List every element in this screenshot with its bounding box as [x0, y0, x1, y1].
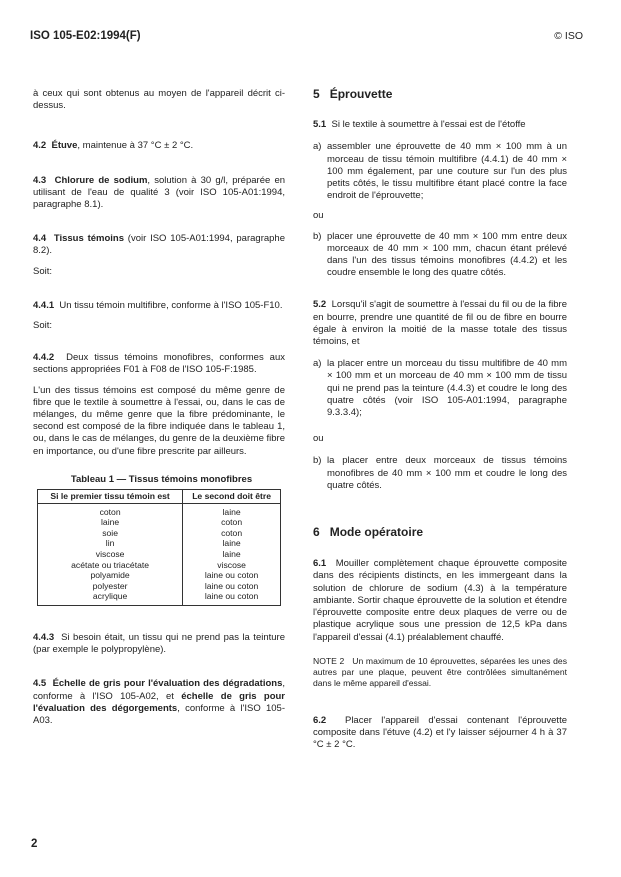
- clause-number: 5.1: [313, 119, 327, 131]
- note-label: NOTE 2: [313, 655, 345, 666]
- table-cell: laine: [183, 538, 281, 549]
- clause-text: Si besoin était, un tissu qui ne prend pas la teinture (par exemple le polypropylène).: [33, 632, 285, 656]
- clause-text: Deux tissus témoins monofibres, conformes aux sections appropriées F01 à F08 de l'ISO 105-F:1985.: [33, 352, 285, 376]
- list-text: la placer entre deux morceaux de tissus témoins monofibres de 40 mm × 100 mm et coudre le long des quatre côtés.: [327, 455, 567, 491]
- table-row: [38, 581, 281, 592]
- list-item: [313, 141, 567, 202]
- clause-title: Chlorure de sodium: [54, 174, 148, 186]
- table-title: Tableau 1 — Tissus témoins monofibres: [70, 473, 253, 485]
- ou-label: ou: [313, 210, 324, 222]
- table-cell: coton: [183, 517, 281, 528]
- clause-text: Placer l'appareil d'essai contenant l'éprouvette composite dans l'étuve (4.2) et l'y laisser séjourner 4 h à 37 °C ± 2 °C.: [313, 714, 567, 751]
- list-label: a): [313, 141, 322, 153]
- table-cell: laine: [183, 503, 281, 517]
- table-cell: laine ou coton: [183, 591, 281, 605]
- clause-number: 4.4.2: [33, 352, 55, 364]
- clause-text: (voir ISO 105-A01:1994, paragraphe 8.2).: [33, 233, 285, 257]
- table-header-first: Si le premier tissu témoin est: [38, 490, 183, 504]
- clause-5-2: [313, 299, 567, 348]
- table-row: [38, 528, 281, 539]
- clause-text: Mouiller complètement chaque éprouvette composite dans des récipients distincts, en les immergeant dans la solution de chlorure de sodium (4.3) à la température ambiante. Sortir chaque éprouvette de la solution et étendre l'éprouvette composite entre deux plaques de verre ou de plastique acrylique sous une pression de 12,5 kPa dans l'appareil d'essai (4.1) préalablement chauffé.: [313, 558, 567, 643]
- table-cell: polyester: [38, 581, 183, 592]
- table-cell: acrylique: [38, 591, 183, 605]
- clause-4-4-3: [33, 632, 285, 656]
- clause-6-1: [313, 558, 567, 643]
- clause-title: Tissus témoins: [53, 233, 124, 245]
- note-text: Un maximum de 10 éprouvettes, séparées les unes des autres par une plaque, peuvent être contrôlées simultanément dans le même appareil d'essai.: [313, 655, 567, 688]
- list-item: [313, 231, 567, 280]
- clause-text: , conforme à l'ISO 105-A03.: [33, 702, 285, 727]
- clause-4-4: [33, 233, 285, 257]
- list-item: [313, 358, 567, 419]
- right-column: [313, 88, 567, 751]
- clause-number: 5.2: [313, 299, 327, 311]
- clause-title: échelle de gris pour l'évaluation des dégorgements: [33, 690, 286, 714]
- table-row: [38, 570, 281, 581]
- clause-4-2: [33, 140, 285, 152]
- clause-text: Un tissu témoin multifibre, conforme à l'ISO 105-F10.: [59, 299, 283, 311]
- clause-4-4-1: [33, 300, 285, 312]
- clause-title: Étuve: [51, 140, 78, 152]
- table-cell: polyamide: [38, 570, 183, 581]
- soit-label: Soit:: [33, 320, 53, 332]
- document-id: ISO 105-E02:1994(F): [30, 30, 141, 42]
- clause-number: 6.1: [313, 558, 327, 570]
- ou-label: ou: [313, 433, 324, 445]
- table-cell: laine ou coton: [183, 570, 281, 581]
- clause-4-3: [33, 175, 285, 212]
- clause-text: , conforme à l'ISO 105-A02, et: [33, 678, 286, 702]
- clause-number: 4.5: [33, 678, 47, 690]
- section-5-heading: [313, 88, 567, 100]
- clause-number: 4.2: [33, 140, 47, 152]
- table-row: [38, 591, 281, 605]
- list-item: [313, 455, 567, 492]
- note-2: [313, 656, 567, 689]
- clause-text: , maintenue à 37 °C ± 2 °C.: [77, 140, 194, 152]
- clause-6-2: [313, 715, 567, 752]
- soit-label: Soit:: [33, 265, 53, 277]
- list-label: b): [313, 455, 322, 467]
- clause-4-5: [33, 678, 285, 727]
- section-6-heading: [313, 526, 567, 538]
- clause-5-1: [313, 119, 567, 131]
- list-label: a): [313, 358, 322, 370]
- left-column: [33, 88, 285, 727]
- clause-number: 4.4.3: [33, 632, 55, 643]
- list-label: b): [313, 230, 322, 242]
- intro-text: à ceux qui sont obtenus au moyen de l'appareil décrit ci-dessus.: [33, 88, 285, 112]
- clause-4-4-2: [33, 352, 285, 376]
- table-cell: viscose: [38, 549, 183, 560]
- table-row: [38, 517, 281, 528]
- table-1: [33, 474, 285, 606]
- section-title: Mode opératoire: [329, 525, 424, 540]
- table-header-second: Le second doit être: [183, 490, 281, 504]
- clause-number: 4.3: [33, 174, 47, 186]
- table-cell: soie: [38, 528, 183, 539]
- table-cell: laine: [183, 549, 281, 560]
- page-number: 2: [31, 838, 38, 850]
- clause-number: 6.2: [313, 714, 327, 726]
- table-cell: laine ou coton: [183, 581, 281, 592]
- list-text: la placer entre un morceau du tissu multifibre de 40 mm × 100 mm et un morceau de 40 mm × 100 mm de tissu qui ne prend pas la teinture (4.4.3) et coudre le long des quatre côtés (voir ISO 105-A01:1994, paragraphe 9.3.3.4);: [327, 358, 567, 419]
- clause-text: Si le textile à soumettre à l'essai est de l'étoffe: [331, 119, 526, 131]
- table-row: [38, 549, 281, 560]
- section-number: 6: [313, 525, 320, 540]
- section-title: Éprouvette: [329, 87, 393, 101]
- clause-text: Lorsqu'il s'agit de soumettre à l'essai du fil ou de la fibre en bourre, prendre une quantité de fil ou de fibre en bourre égale à environ la moitié de la masse totale des tissus témoins, et: [313, 299, 568, 348]
- table-cell: laine: [38, 517, 183, 528]
- table-cell: acétate ou triacétate: [38, 560, 183, 571]
- table-row: [38, 503, 281, 517]
- section-number: 5: [313, 87, 320, 101]
- table-row: [38, 560, 281, 571]
- table-row: [38, 538, 281, 549]
- copyright-mark: © ISO: [554, 30, 583, 42]
- table-cell: coton: [38, 503, 183, 517]
- table-cell: coton: [183, 528, 281, 539]
- clause-4-4-2-paragraph: L'un des tissus témoins est composé du même genre de fibre que le textile à soumettre à l'essai, ou, dans le cas de mélanges, du même genre que la fibre prédominante, le second est composé de la fibre indiquée dans le tableau 1, ou, dans le cas de mélanges, du genre de la deuxième fibre en importance, ou d'une fibre prescrite par ailleurs.: [33, 384, 285, 457]
- list-text: placer une éprouvette de 40 mm × 100 mm entre deux morceaux de 40 mm × 100 mm, chacun étant prélevé dans l'un des tissus témoins monofibres (4.4.2) et les coudre ensemble le long des quatre côtés.: [327, 230, 567, 279]
- clause-text: , solution à 30 g/l, préparée en utilisant de l'eau de qualité 3 (voir ISO 105-A01:1994, paragraphe 8.1).: [33, 174, 286, 211]
- list-text: assembler une éprouvette de 40 mm × 100 mm à un morceau de tissu témoin multifibre (4.4.1) de 40 mm × 100 mm également, par une couture sur l'un des plus petits côtés, le tissu multifibre étant placé contre la face endroit de l'éprouvette;: [327, 141, 567, 202]
- clause-number: 4.4.1: [33, 299, 55, 311]
- table-grid: [37, 489, 281, 606]
- table-cell: lin: [38, 538, 183, 549]
- table-cell: viscose: [183, 560, 281, 571]
- clause-number: 4.4: [33, 233, 47, 245]
- clause-title: Échelle de gris pour l'évaluation des dégradations: [52, 678, 283, 690]
